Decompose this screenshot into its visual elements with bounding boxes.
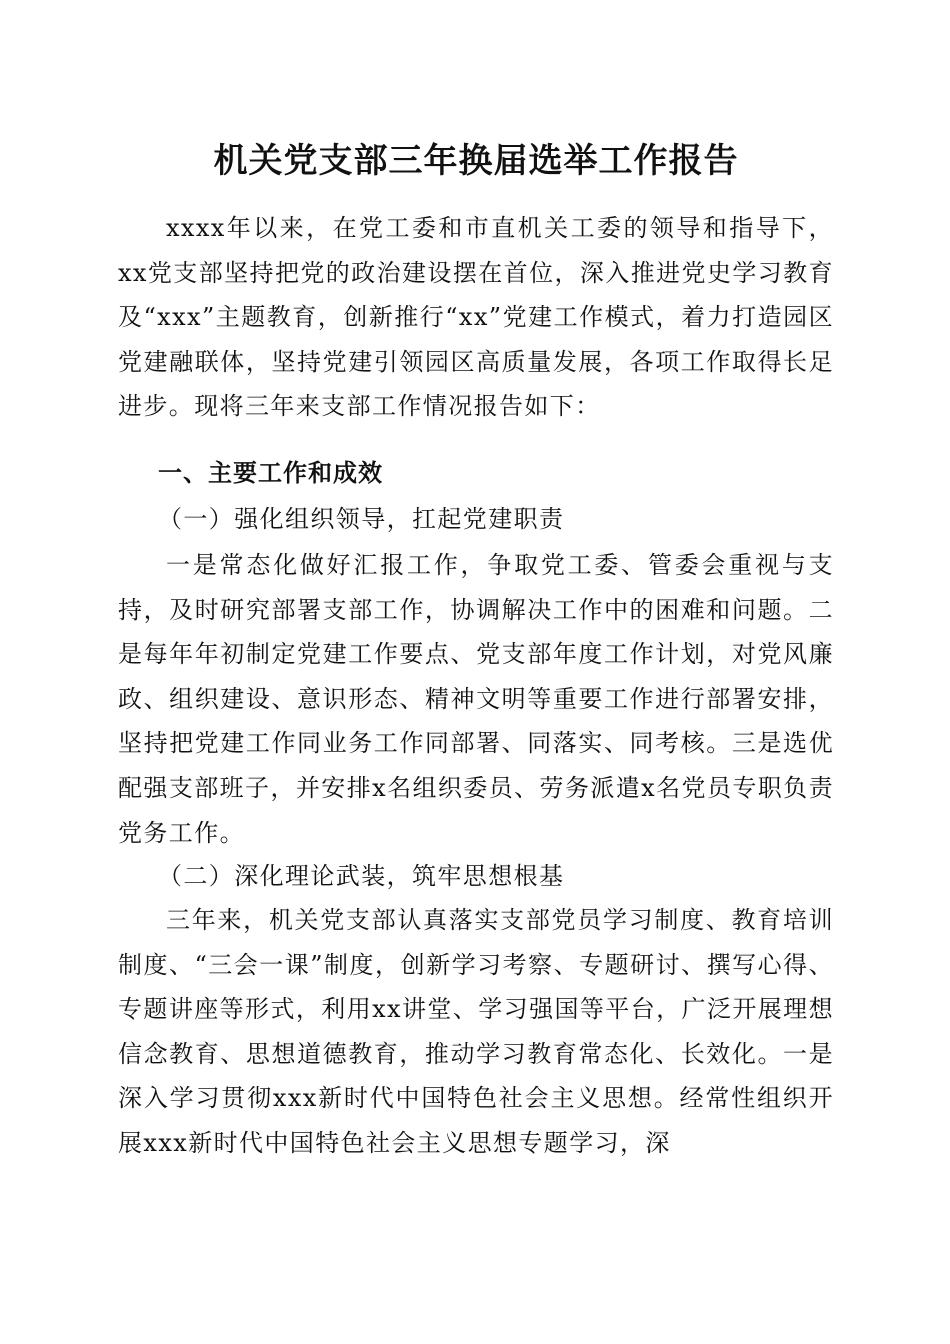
subsection-body-theory: 三年来，机关党支部认真落实支部党员学习制度、教育培训制度、“三会一课”制度，创新学习考察、专题研讨、撰写心得、专题讲座等形式，利用xx讲堂、学习强国等平台，广泛开展理想信念教育、思想道德教育，推动学习教育常态化、长效化。一是深入学习贯彻xxx新时代中国特色社会主义思想。经常性组织开展xxx新时代中国特色社会主义思想专题学习，深 bbox=[118, 906, 834, 1157]
subsection-heading-theory: （二）深化理论武装，筑牢思想根基 bbox=[158, 862, 565, 890]
document-title: 机关党支部三年换届选举工作报告 bbox=[213, 141, 739, 181]
intro-paragraph: xxxx年以来，在党工委和市直机关工委的领导和指导下，xx党支部坚持把党的政治建设摆在首位，深入推进党史学习教育及“xxx”主题教育，创新推行“xx”党建工作模式，着力打造园区党建融联体，坚持党建引领园区高质量发展，各项工作取得长足进步。现将三年来支部工作情况报告如下： bbox=[118, 214, 834, 421]
subsection-body-organization: 一是常态化做好汇报工作，争取党工委、管委会重视与支持，及时研究部署支部工作，协调解决工作中的困难和问题。二是每年年初制定党建工作要点、党支部年度工作计划，对党风廉政、组织建设、意识形态、精神文明等重要工作进行部署安排，坚持把党建工作同业务工作同部署、同落实、同考核。三是选优配强支部班子，并安排x名组织委员、劳务派遣x名党员专职负责党务工作。 bbox=[118, 551, 834, 847]
section-heading-main-work: 一、主要工作和成效 bbox=[158, 459, 383, 487]
subsection-heading-organization: （一）强化组织领导，扛起党建职责 bbox=[158, 505, 565, 533]
